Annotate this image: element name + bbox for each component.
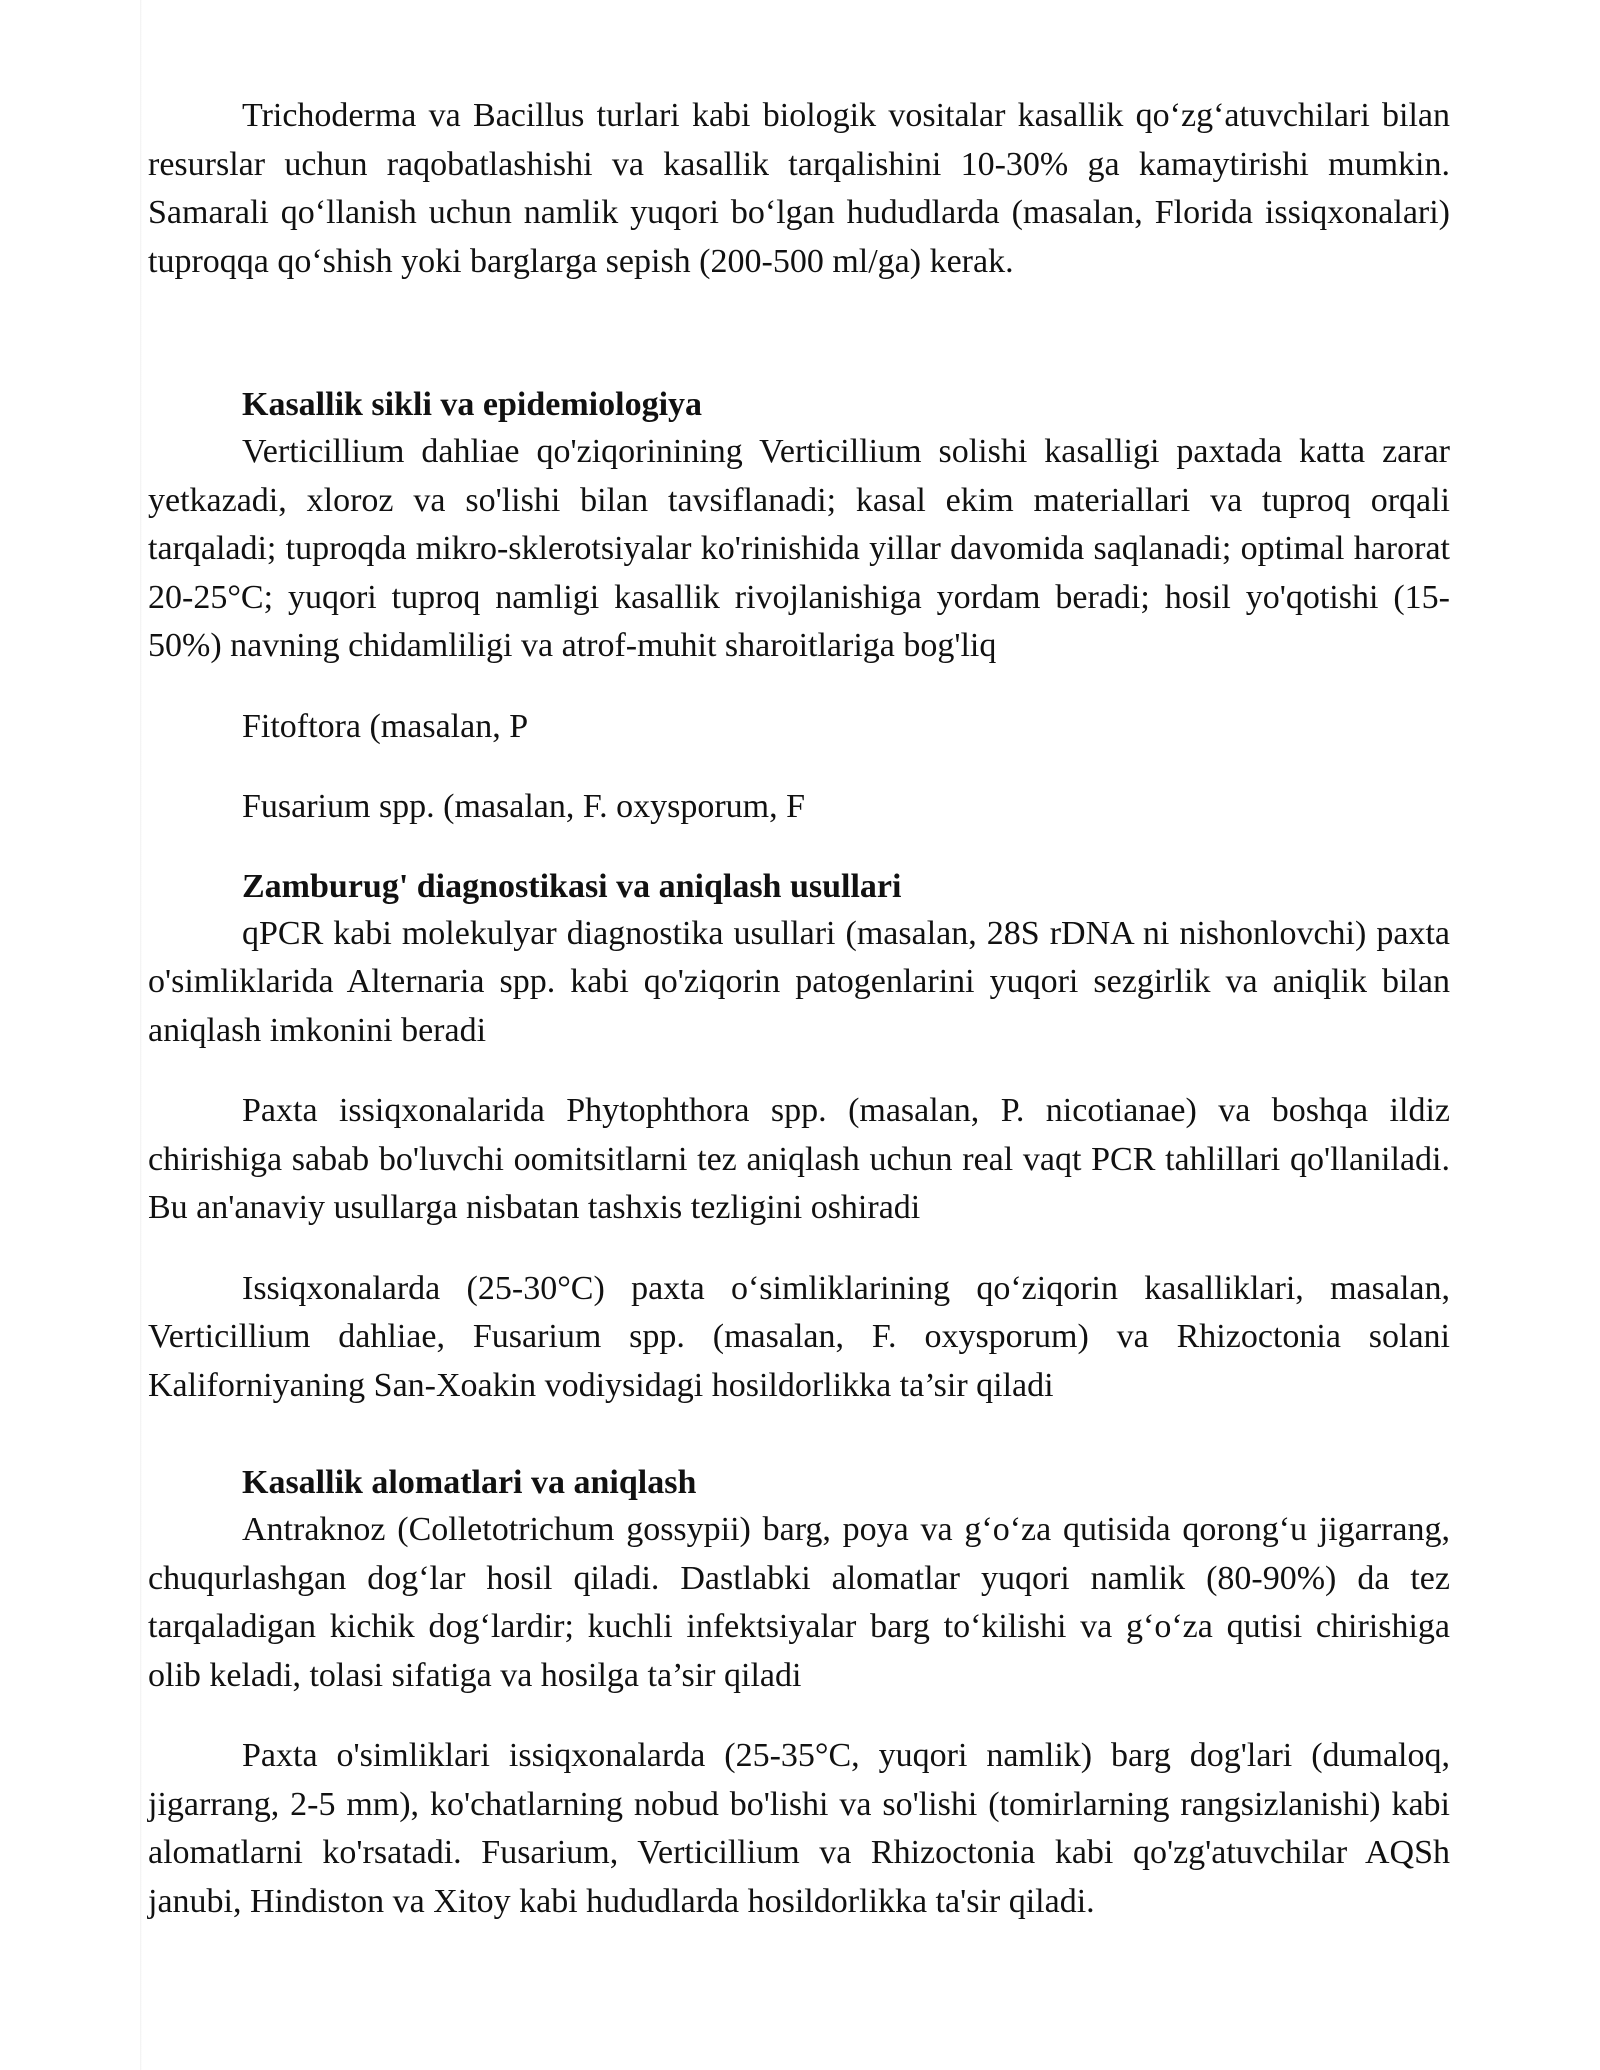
paragraph-biological-agents: Trichoderma va Bacillus turlari kabi biologik vositalar kasallik qo‘zg‘atuvchilari bilan resurslar uchun raqobatlashishi va kasallik tarqalishini 10-30% ga kamaytirishi mumkin. Samarali qo‘llanish uchun namlik yuqori bo‘lgan hududlarda (masalan, Florida issiqxonalari) tuproqqa qo‘shish yoki barglarga sepish (200-500 ml/ga) kerak. bbox=[148, 97, 1450, 280]
heading-disease-symptoms: Kasallik alomatlari va aniqlash bbox=[242, 1464, 697, 1501]
paragraph-anthracnose: Antraknoz (Colletotrichum gossypii) barg, poya va g‘o‘za qutisida qorong‘u jigarrang, chuqurlashgan dog‘lar hosil qiladi. Dastlabki alomatlar yuqori namlik (80-90%) da tez tarqaladigan kichik dog‘lardir; kuchli infektsiyalar barg to‘kilishi va g‘o‘za qutisi chirishiga olib keladi, tolasi sifatiga va hosilga ta’sir qiladi bbox=[148, 1511, 1450, 1694]
heading-disease-cycle: Kasallik sikli va epidemiologiya bbox=[242, 386, 703, 423]
paragraph-qpcr: qPCR kabi molekulyar diagnostika usullari (masalan, 28S rDNA ni nishonlovchi) paxta o'simliklarida Alternaria spp. kabi qo'ziqorin patogenlarini yuqori sezgirlik va aniqlik bilan aniqlash imkonini beradi bbox=[148, 914, 1450, 1049]
paragraph-fitoftora: Fitoftora (masalan, P bbox=[242, 707, 529, 745]
page-edge-shadow bbox=[140, 0, 142, 2070]
paragraph-verticillium: Verticillium dahliae qo'ziqorinining Verticillium solishi kasalligi paxtada katta zarar yetkazadi, xloroz va so'lishi bilan tavsiflanadi; kasal ekim materiallari va tuproq orqali tarqaladi; tuproqda mikro-sklerotsiyalar ko'rinishida yillar davomida saqlanadi; optimal harorat 20-25°C; yuqori tuproq namligi kasallik rivojlanishiga yordam beradi; hosil yo'qotishi (15-50%) navning chidamliligi va atrof-muhit sharoitlariga bog'liq bbox=[148, 433, 1450, 664]
paragraph-fusarium: Fusarium spp. (masalan, F. oxysporum, F bbox=[242, 788, 805, 825]
heading-fungal-diagnostics: Zamburug' diagnostikasi va aniqlash usullari bbox=[242, 867, 902, 905]
paragraph-symptoms: Paxta o'simliklari issiqxonalarda (25-35°C, yuqori namlik) barg dog'lari (dumaloq, jigarrang, 2-5 mm), ko'chatlarning nobud bo'lishi va so'lishi (tomirlarning rangsizlanishi) kabi alomatlarni ko'rsatadi. Fusarium, Verticillium va Rhizoctonia kabi qo'zg'atuvchilar AQSh janubi, Hindiston va Xitoy kabi hududlarda hosildorlikka ta'sir qiladi. bbox=[148, 1737, 1450, 1920]
paragraph-realtime-pcr: Paxta issiqxonalarida Phytophthora spp. (masalan, P. nicotianae) va boshqa ildiz chirishiga sabab bo'luvchi oomitsitlarni tez aniqlash uchun real vaqt PCR tahlillari qo'llaniladi. Bu an'anaviy usullarga nisbatan tashxis tezligini oshiradi bbox=[148, 1092, 1450, 1226]
paragraph-greenhouse-diseases: Issiqxonalarda (25-30°C) paxta o‘simliklarining qo‘ziqorin kasalliklari, masalan, Verticillium dahliae, Fusarium spp. (masalan, F. oxysporum) va Rhizoctonia solani Kaliforniyaning San-Xoakin vodiysidagi hosildorlikka ta’sir qiladi bbox=[148, 1269, 1450, 1404]
document-body bbox=[148, 92, 1450, 1926]
